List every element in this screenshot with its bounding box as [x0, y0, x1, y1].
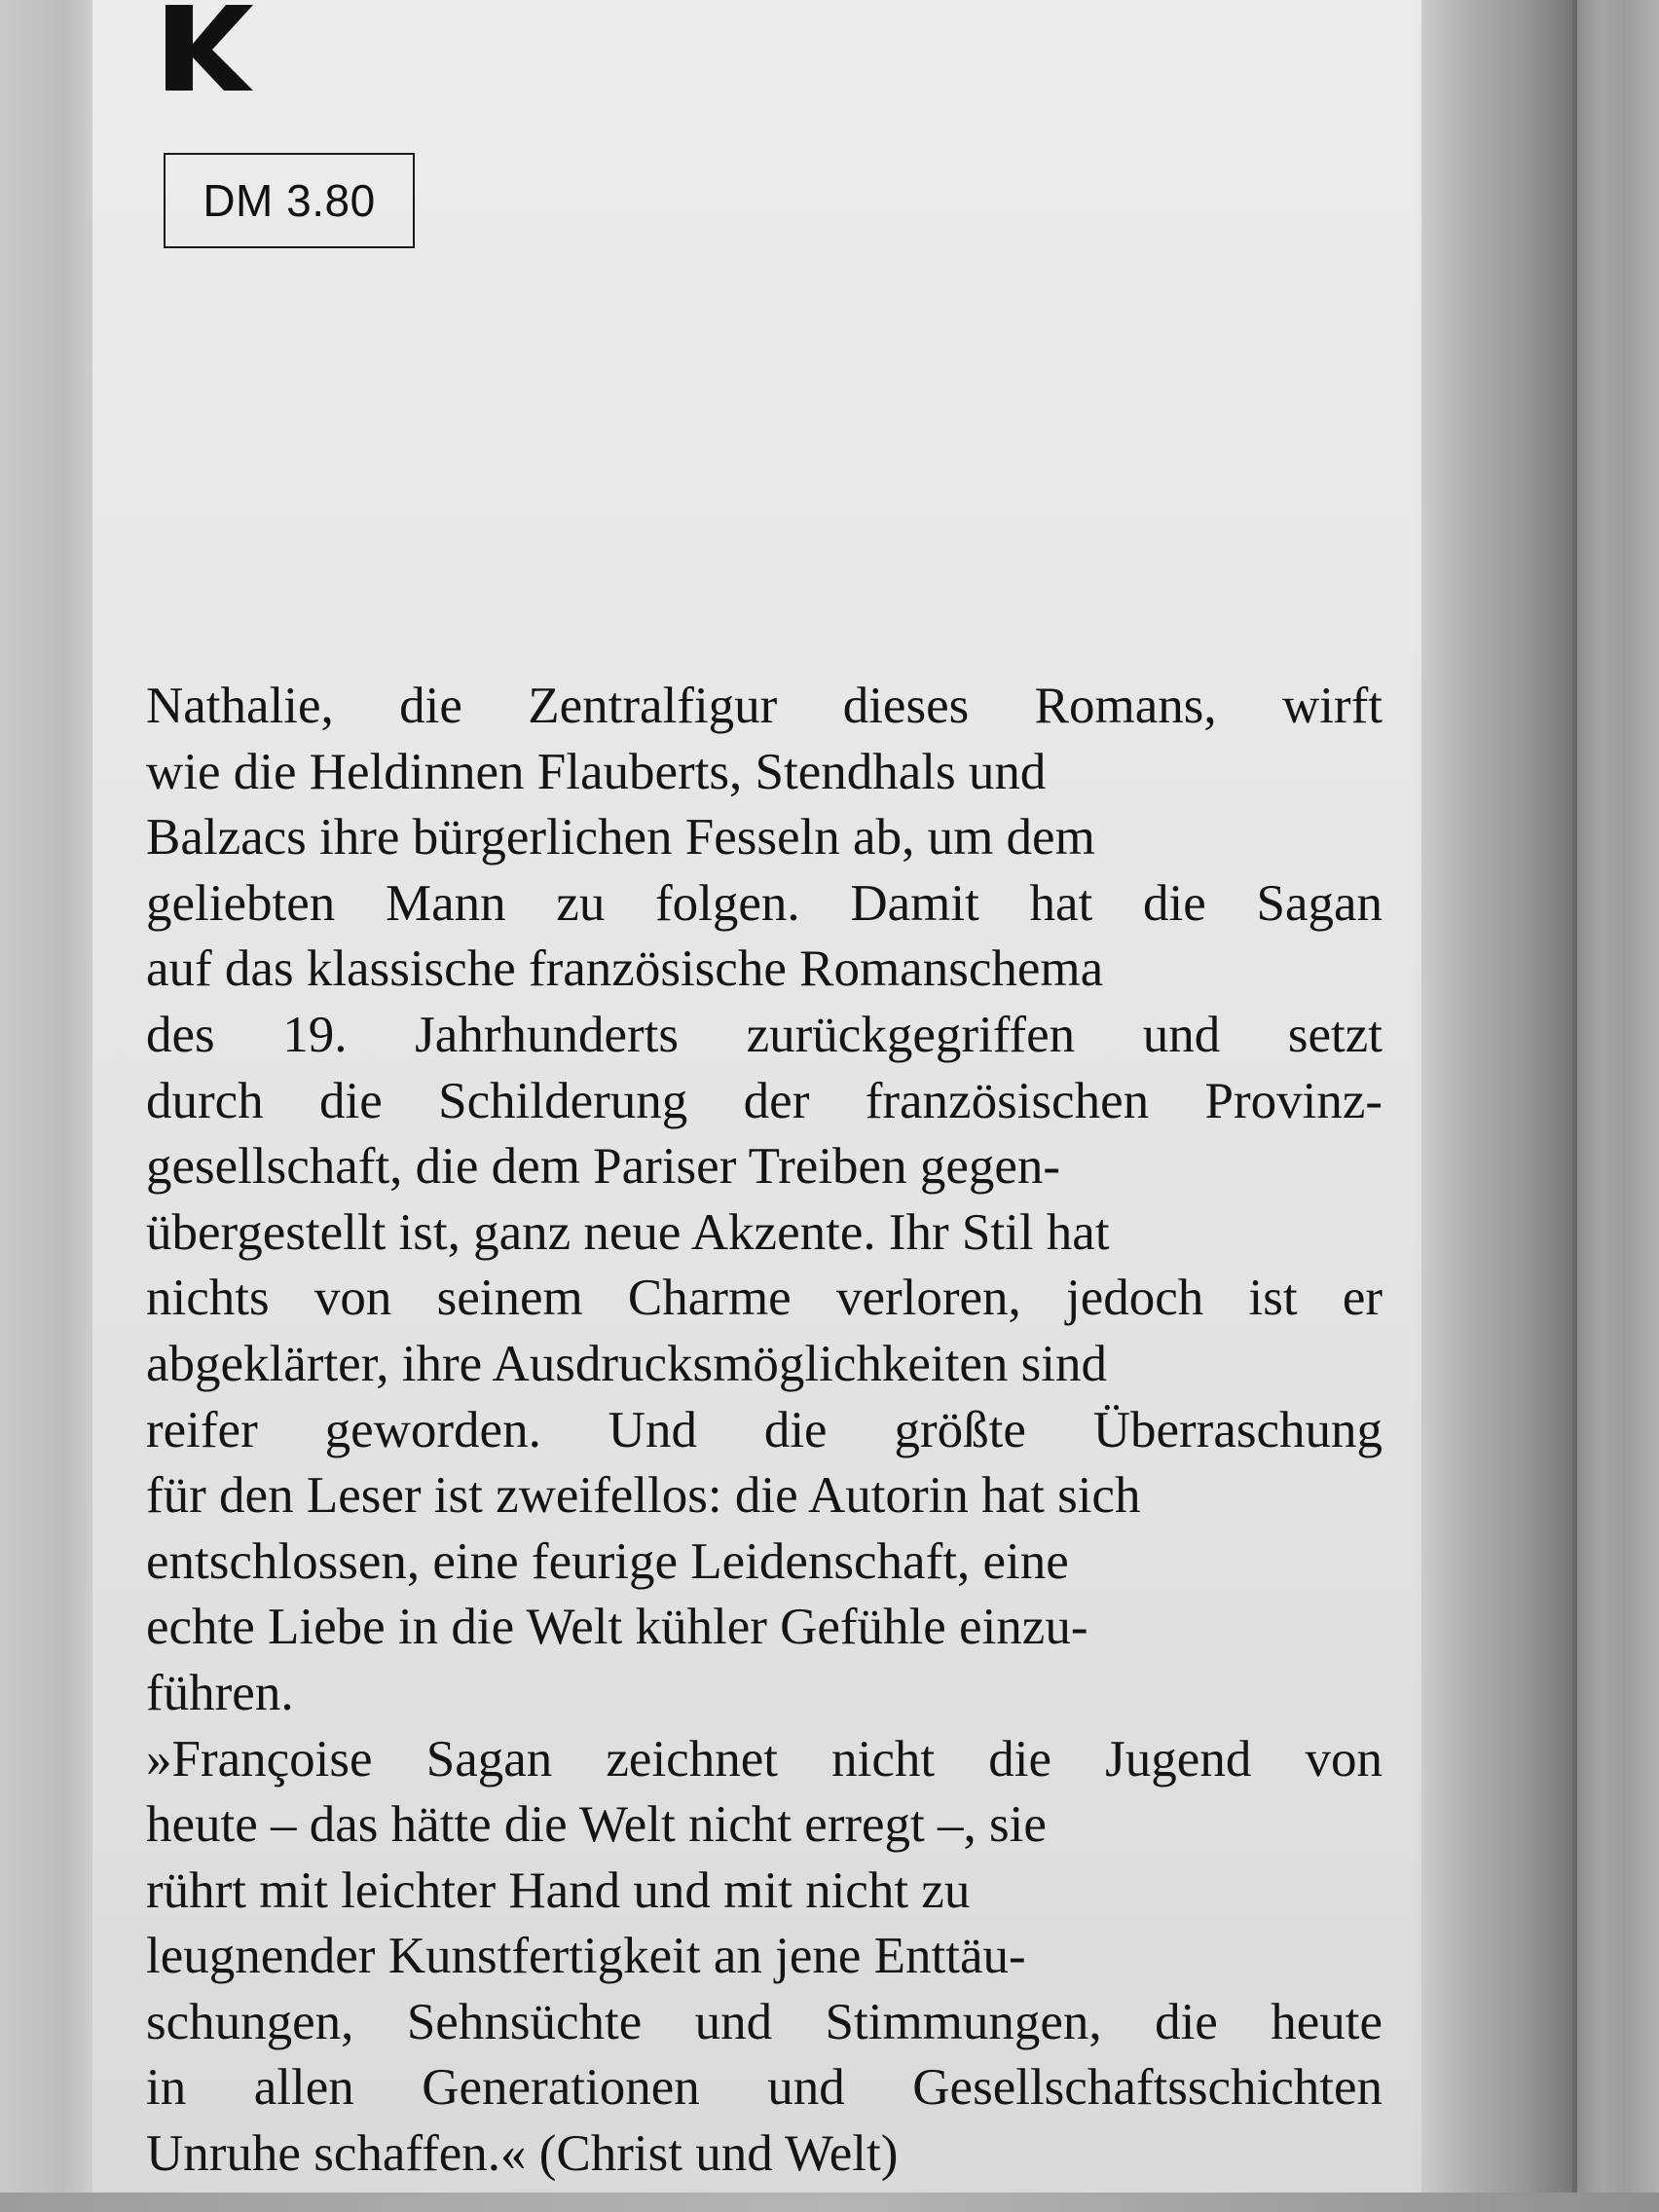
- blurb-line: in allen Generationen und Gesellschaftsschichten: [146, 2059, 1382, 2117]
- page-edge-gradient: [1412, 0, 1577, 2212]
- blurb-line: durch die Schilderung der französischen Provinz-: [146, 1072, 1382, 1129]
- blurb-line: Unruhe schaffen.« (Christ und Welt): [146, 2125, 899, 2183]
- blurb-line: für den Leser ist zweifellos: die Autorin hat sich: [146, 1467, 1141, 1525]
- blurb-line: Nathalie, die Zentralfigur dieses Romans, wirft: [146, 678, 1382, 734]
- blurb-line: führen.: [146, 1664, 294, 1721]
- blurb-line: gesellschaft, die dem Pariser Treiben gegen-: [146, 1138, 1061, 1196]
- blurb-line: echte Liebe in die Welt kühler Gefühle einzu-: [146, 1599, 1088, 1656]
- background-left: [0, 0, 107, 2212]
- publisher-logo-icon: [166, 5, 253, 91]
- blurb-line: abgeklärter, ihre Ausdrucksmöglichkeiten sind: [146, 1335, 1107, 1392]
- blurb-line: schungen, Sehnsüchte und Stimmungen, die heute: [146, 1993, 1382, 2050]
- blurb-line: auf das klassische französische Romanschema: [146, 940, 1104, 998]
- blurb-line: »Françoise Sagan zeichnet nicht die Jugend von: [146, 1730, 1382, 1788]
- blurb-line: Balzacs ihre bürgerlichen Fesseln ab, um dem: [146, 809, 1095, 866]
- blurb-text: [146, 674, 1382, 2188]
- blurb-line: geliebten Mann zu folgen. Damit hat die Sagan: [146, 874, 1382, 932]
- blurb-line: des 19. Jahrhunderts zurückgegriffen und setzt: [146, 1006, 1382, 1063]
- blurb-line: übergestellt ist, ganz neue Akzente. Ihr Stil hat: [146, 1203, 1110, 1261]
- bottom-background-strip: [0, 2193, 1659, 2212]
- blurb-line: leugnender Kunstfertigkeit an jene Enttäu-: [146, 1928, 1026, 1985]
- blurb-line: entschlossen, eine feurige Leidenschaft, eine: [146, 1532, 1069, 1590]
- blurb-line: wie die Heldinnen Flauberts, Stendhals und: [146, 743, 1047, 800]
- blurb-line: heute – das hätte die Welt nicht erregt –, sie: [146, 1796, 1047, 1854]
- price-text: DM 3.80: [203, 175, 376, 226]
- blurb-line: reifer geworden. Und die größte Überraschung: [146, 1401, 1382, 1458]
- blurb-line: nichts von seinem Charme verloren, jedoch ist er: [146, 1270, 1382, 1327]
- background-right: [1572, 0, 1659, 2212]
- blurb-line: rührt mit leichter Hand und mit nicht zu: [146, 1862, 971, 1919]
- price-label: [164, 153, 415, 248]
